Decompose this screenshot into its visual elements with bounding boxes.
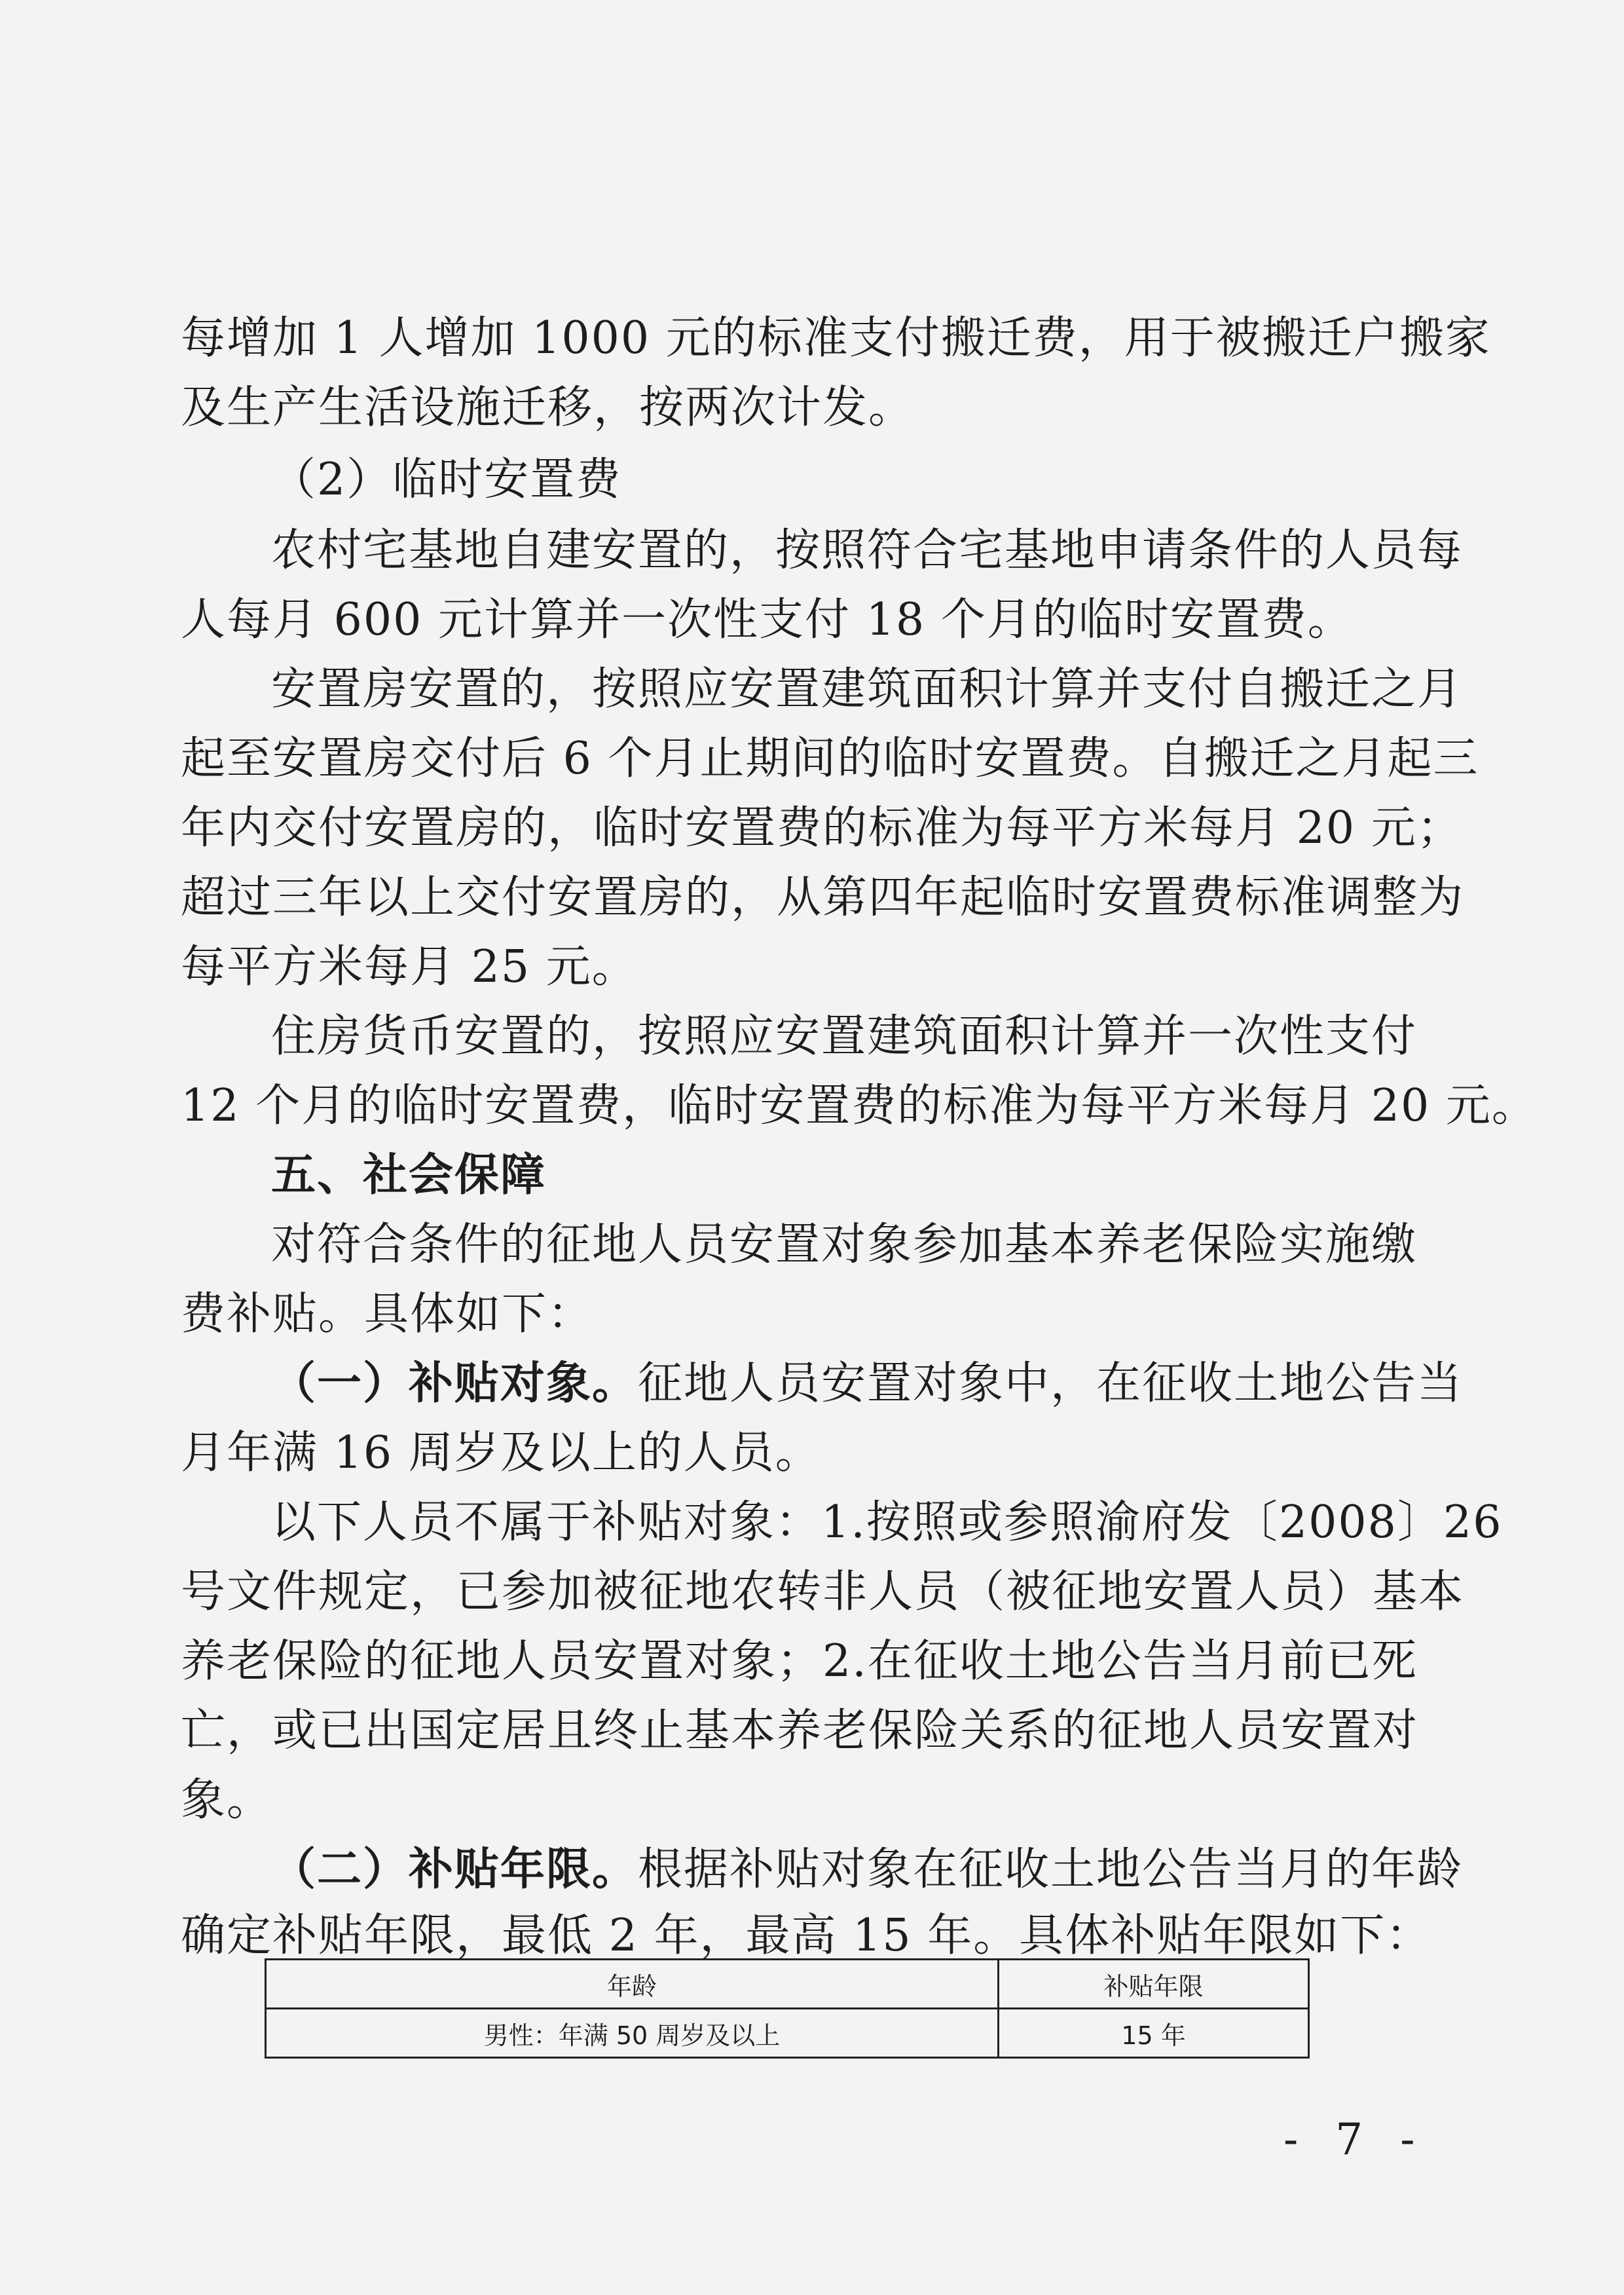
body-text-line: 起至安置房交付后 6 个月止期间的临时安置费。自搬迁之月起三 <box>181 733 1479 785</box>
page-number: - 7 - <box>1283 2114 1427 2165</box>
body-text-line: 年内交付安置房的，临时安置费的标准为每平方米每月 20 元； <box>181 802 1463 854</box>
body-text-line: 农村宅基地自建安置的，按照符合宅基地申请条件的人员每 <box>271 525 1464 576</box>
table-cell: 15 年 <box>999 2009 1309 2058</box>
table-header-cell: 补贴年限 <box>999 1960 1309 2009</box>
subsection-heading: （2）临时安置费 <box>271 454 622 506</box>
paragraph-lead: （二）补贴年限。 <box>271 1844 638 1895</box>
body-text-line: 亡，或已出国定居且终止基本养老保险关系的征地人员安置对 <box>181 1705 1419 1757</box>
body-text-line <box>271 1357 1464 1411</box>
body-text-line: 安置房安置的，按照应安置建筑面积计算并支付自搬迁之月 <box>271 663 1464 715</box>
table-row <box>266 2009 1309 2058</box>
body-text-line: 象。 <box>181 1774 273 1826</box>
body-text-line: 月年满 16 周岁及以上的人员。 <box>181 1427 821 1479</box>
body-text-line: 住房货币安置的，按照应安置建筑面积计算并一次性支付 <box>271 1011 1418 1062</box>
body-text-line: 以下人员不属于补贴对象：1.按照或参照渝府发〔2008〕26 <box>271 1497 1503 1548</box>
section-heading: 五、社会保障 <box>271 1149 547 1201</box>
subsidy-years-table <box>265 1958 1310 2059</box>
paragraph-text: 根据补贴对象在征收土地公告当月的年龄 <box>638 1844 1464 1895</box>
body-text-line: 号文件规定，已参加被征地农转非人员（被征地安置人员）基本 <box>181 1566 1465 1618</box>
table-header-cell: 年龄 <box>266 1960 999 2009</box>
body-text-line: 确定补贴年限，最低 2 年，最高 15 年。具体补贴年限如下： <box>181 1910 1432 1962</box>
body-text-line: 每增加 1 人增加 1000 元的标准支付搬迁费，用于被搬迁户搬家 <box>181 312 1491 364</box>
body-text-line: 超过三年以上交付安置房的，从第四年起临时安置费标准调整为 <box>181 872 1465 924</box>
table-cell: 男性：年满 50 周岁及以上 <box>266 2009 999 2058</box>
table-header-row <box>266 1960 1309 2009</box>
paragraph-lead: （一）补贴对象。 <box>271 1358 638 1409</box>
body-text-line: 及生产生活设施迁移，按两次计发。 <box>181 382 915 434</box>
body-text-line: 12 个月的临时安置费，临时安置费的标准为每平方米每月 20 元。 <box>181 1080 1538 1132</box>
paragraph-text: 征地人员安置对象中，在征收土地公告当 <box>638 1358 1464 1409</box>
body-text-line: 每平方米每月 25 元。 <box>181 941 638 993</box>
body-text-line: 对符合条件的征地人员安置对象参加基本养老保险实施缴 <box>271 1219 1418 1271</box>
body-text-line: 人每月 600 元计算并一次性支付 18 个月的临时安置费。 <box>181 594 1354 646</box>
body-text-line: 费补贴。具体如下： <box>181 1288 594 1340</box>
body-text-line <box>271 1843 1464 1897</box>
body-text-line: 养老保险的征地人员安置对象；2.在征收土地公告当月前已死 <box>181 1635 1418 1687</box>
